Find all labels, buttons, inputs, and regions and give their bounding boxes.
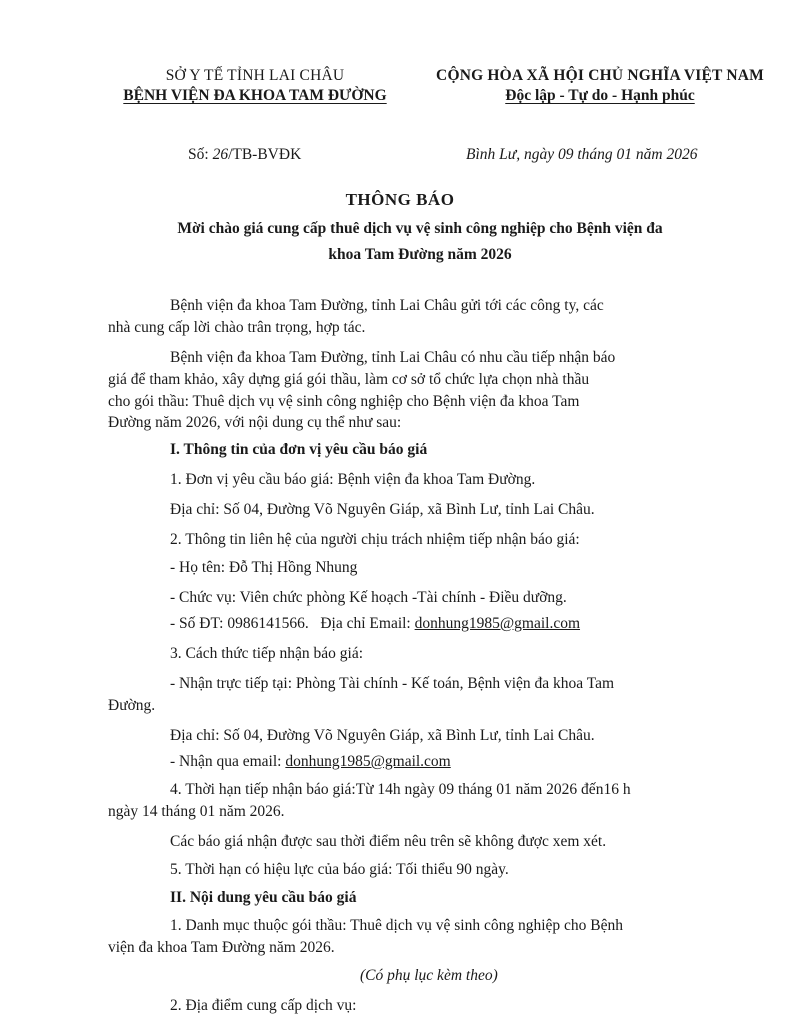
doc-number-value: 26: [212, 146, 229, 163]
document-subtitle: [125, 216, 715, 268]
section1-item5: 5. Thời hạn có hiệu lực của báo giá: Tối thiểu 90 ngày.: [170, 861, 509, 878]
nation-header: [420, 66, 780, 106]
intro-paragraph1-line2: nhà cung cấp lời chào trân trọng, hợp tác.: [108, 319, 366, 336]
section1-heading: I. Thông tin của đơn vị yêu cầu báo giá: [170, 441, 428, 458]
direct-receipt-line1: - Nhận trực tiếp tại: Phòng Tài chính - Kế toán, Bệnh viện đa khoa Tam: [170, 675, 615, 692]
section1-item4-line2: ngày 14 tháng 01 năm 2026.: [108, 803, 285, 820]
subtitle-line2: khoa Tam Đường năm 2026: [328, 246, 512, 263]
agency-header: [100, 66, 410, 106]
agency-line2: BỆNH VIỆN ĐA KHOA TAM ĐƯỜNG: [123, 87, 387, 104]
intro-paragraph1-line1: Bệnh viện đa khoa Tam Đường, tỉnh Lai Châu gửi tới các công ty, các: [170, 297, 604, 314]
section1-item2: 2. Thông tin liên hệ của người chịu trách nhiệm tiếp nhận báo giá:: [170, 531, 580, 548]
nation-line2: Độc lập - Tự do - Hạnh phúc: [505, 87, 695, 104]
document-date: Bình Lư, ngày 09 tháng 01 năm 2026: [466, 146, 698, 163]
section1-item4-line1: 4. Thời hạn tiếp nhận báo giá:Từ 14h ngày 09 tháng 01 năm 2026 đến16 h: [170, 781, 631, 798]
document-title: THÔNG BÁO: [345, 190, 455, 209]
contact-name: - Họ tên: Đỗ Thị Hồng Nhung: [170, 559, 358, 576]
direct-receipt-line2: Đường.: [108, 697, 156, 714]
email-receipt-label: - Nhận qua email:: [170, 753, 286, 770]
agency-line1: SỞ Y TẾ TỈNH LAI CHÂU: [165, 67, 345, 84]
intro-paragraph2-line1: Bệnh viện đa khoa Tam Đường, tỉnh Lai Châu có nhu cầu tiếp nhận báo: [170, 349, 616, 366]
subtitle-line1: Mời chào giá cung cấp thuê dịch vụ vệ sinh công nghiệp cho Bệnh viện đa: [177, 220, 663, 237]
doc-number-suffix: /TB-BVĐK: [228, 146, 302, 163]
intro-paragraph2-line3: cho gói thầu: Thuê dịch vụ vệ sinh công nghiệp cho Bệnh viện đa khoa Tam: [108, 393, 580, 410]
section2-item2: 2. Địa điểm cung cấp dịch vụ:: [170, 997, 357, 1014]
contact-email-link[interactable]: donhung1985@gmail.com: [414, 615, 581, 632]
section2-appendix-note: (Có phụ lục kèm theo): [360, 967, 498, 984]
section1-item1: 1. Đơn vị yêu cầu báo giá: Bệnh viện đa khoa Tam Đường.: [170, 471, 536, 488]
section2-item1-line2: viện đa khoa Tam Đường năm 2026.: [108, 939, 335, 956]
section1-item4-note: Các báo giá nhận được sau thời điểm nêu trên sẽ không được xem xét.: [170, 833, 607, 850]
section1-item3: 3. Cách thức tiếp nhận báo giá:: [170, 645, 364, 662]
email-receipt: [170, 752, 451, 772]
intro-paragraph2-line2: giá để tham khảo, xây dựng giá gói thầu, làm cơ sở tổ chức lựa chọn nhà thầu: [108, 371, 590, 388]
contact-phone: - Số ĐT: 0986141566. Địa chỉ Email:: [170, 615, 415, 632]
nation-line1: CỘNG HÒA XÃ HỘI CHỦ NGHĨA VIỆT NAM: [436, 67, 764, 84]
section1-address: Địa chỉ: Số 04, Đường Võ Nguyên Giáp, xã Bình Lư, tỉnh Lai Châu.: [170, 501, 595, 518]
intro-paragraph2-line4: Đường năm 2026, với nội dung cụ thể như sau:: [108, 414, 402, 431]
doc-number-prefix: Số:: [188, 146, 209, 163]
section1-address2: Địa chỉ: Số 04, Đường Võ Nguyên Giáp, xã Bình Lư, tỉnh Lai Châu.: [170, 727, 595, 744]
section2-heading: II. Nội dung yêu cầu báo giá: [170, 889, 357, 906]
contact-position: - Chức vụ: Viên chức phòng Kế hoạch -Tài chính - Điều dưỡng.: [170, 589, 567, 606]
contact-phone-email: [170, 614, 580, 634]
receipt-email-link[interactable]: donhung1985@gmail.com: [285, 753, 451, 770]
section2-item1-line1: 1. Danh mục thuộc gói thầu: Thuê dịch vụ vệ sinh công nghiệp cho Bệnh: [170, 917, 624, 934]
document-number: [188, 146, 301, 164]
